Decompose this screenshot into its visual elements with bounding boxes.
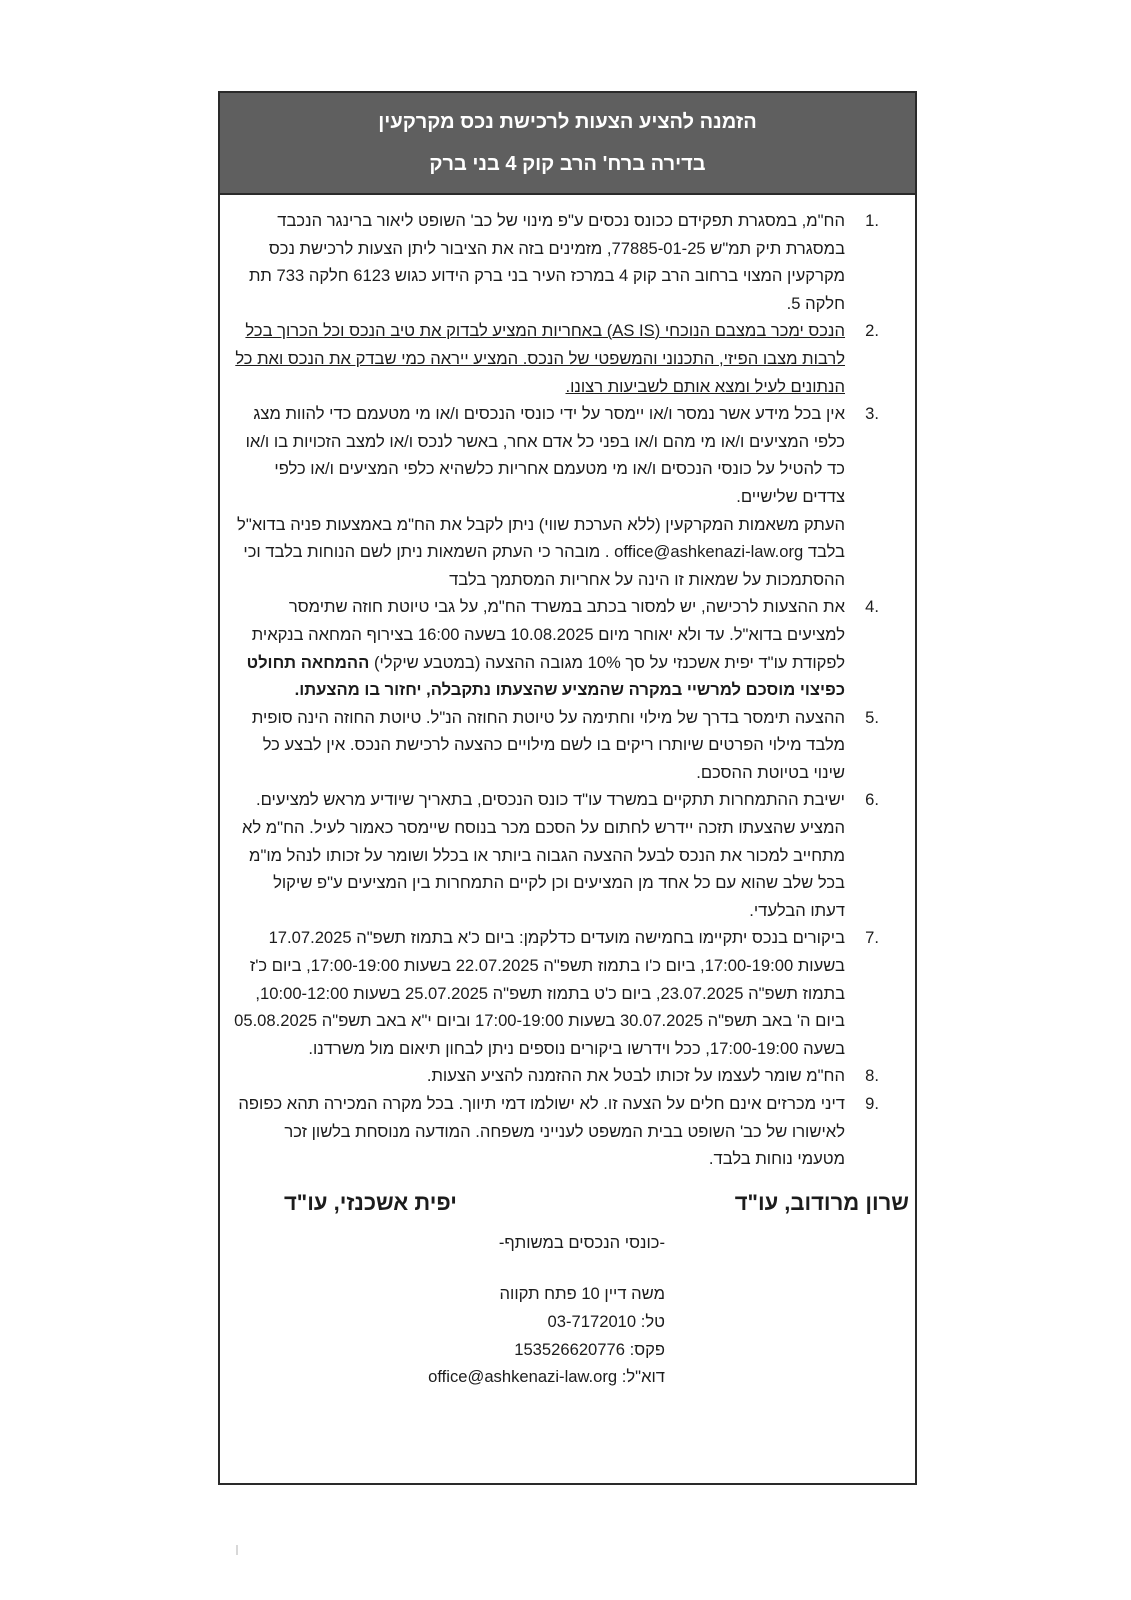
phone-label: טל:: [640, 1311, 665, 1331]
term-item: [234, 400, 879, 593]
phone-number: 03-7172010: [547, 1311, 637, 1331]
term-text: [234, 1090, 845, 1173]
signature-sharon-merodov: שרון מרודוב, עו"ד: [734, 1189, 909, 1215]
fax-line: [234, 1336, 665, 1364]
term-item: [234, 924, 879, 1062]
term-item: [234, 704, 879, 787]
fax-number: 153526620776: [514, 1339, 625, 1359]
term-text: [234, 400, 845, 510]
signatures: [234, 1187, 909, 1229]
term-item: [234, 1062, 879, 1090]
term-item: [234, 207, 879, 317]
term-text-part: את ההצעות לרכישה, יש למסור בכתב במשרד הח"מ, על גבי טיוטת חוזה שתימסר למציעים בדוא"ל. עד ולא יאוחר מיום 10.08.2025 בשעה 16:00 בצירוף המחאה בנקאית לפקודת עו"ד יפית אשכנזי על סך 10% מגובה ההצעה (במטבע שיקלי): [251, 597, 845, 672]
term-number: 8.: [865, 1066, 879, 1086]
term-text-part: ישיבת ההתמחרות תתקיים במשרד עו"ד כונס הנכסים, בתאריך שיודיע מראש למציעים. המציע שהצעתו תזכה יידרש לחתום על הסכם מכר בנוסח שיימסר כאמור לעיל. הח"מ לא מתחייב למכור את הנכס לבעל ההצעה הגבוה ביותר או בכלל ושומר על זכותו לנהל מו"מ בכל שלב שהוא עם כל אחד מן המציעים וכן לקיים התמחרות בין המציעים ע"פ שיקול דעתו הבלעדי.: [241, 790, 845, 920]
notice-title: הזמנה להציע הצעות לרכישת נכס מקרקעין: [378, 111, 757, 134]
phone-line: [234, 1308, 665, 1336]
term-item: [234, 786, 879, 924]
notice-content: [220, 195, 915, 1391]
term-text: [234, 317, 845, 400]
term-text: [234, 704, 845, 787]
term-number: 6.: [865, 790, 879, 810]
notice-header: [220, 93, 915, 195]
term-text: [234, 1062, 845, 1090]
term-number: 9.: [865, 1094, 879, 1113]
term-item: [234, 317, 879, 400]
term-text-part: ההמחאה תחולט כפיצוי מוסכם למרשיי במקרה שהמציע שהצעתו נתקבלה, יחזור בו מהצעתו.: [246, 652, 845, 700]
term-number: 2.: [865, 321, 879, 341]
term-text-part: ביקורים בנכס יתקיימו בחמישה מועדים כדלקמן: ביום כ'א בתמוז תשפ"ה 17.07.2025 בשעות 17:00-19:00, ביום כ'ו בתמוז תשפ"ה 22.07.2025 בשעות 17:00-19:00, ביום כ'ז בתמוז תשפ"ה 23.07.2025, ביום כ'ט בתמוז תשפ"ה 25.07.2025 בשעות 10:00-12:00, ביום ה' באב תשפ"ה 30.07.2025 בשעות 17:00-19:00 וביום י"א באב תשפ"ה 05.08.2025 בשעה 17:00-19:00, ככל וידרשו ביקורים נוספים ניתן לבחון תיאום מול משרדנו.: [234, 928, 845, 1058]
term-number: 1.: [865, 211, 879, 230]
term-extra-note: העתק משאמות המקרקעין (ללא הערכת שווי) ניתן לקבל את הח"מ באמצעות פניה בדוא"ל בלבד office@ashkenazi-law.org . מובהר כי העתק השמאות ניתן לשם הנוחות בלבד וכי ההסתמכות על שמאות זו הינה על אחריות המסתמך בלבד: [237, 514, 845, 589]
email-label: דוא"ל:: [621, 1367, 665, 1387]
signature-yafit-ashkenazi: יפית אשכנזי, עו"ד: [284, 1189, 457, 1215]
term-text-part: אין בכל מידע אשר נמסר ו/או יימסר על ידי כונסי הנכסים ו/או מי מטעמם כדי להוות מצג כלפי המציעים ו/או מי מהם ו/או בפני כל אדם אחר, באשר לנכס ו/או למצב הזכויות בו ו/או כד להטיל על כונסי הנכסים ו/או מי מטעמם אחריות כלשהיא כלפי המציעים ו/או כלפי צדדים שלישיים.: [245, 404, 845, 506]
scan-artifact: [236, 1545, 238, 1555]
term-number: 4.: [865, 597, 879, 617]
term-item: [234, 593, 879, 703]
email-line: [234, 1363, 665, 1391]
term-text: [234, 207, 845, 317]
receivers-role: -כונסי הנכסים במשותף-: [498, 1232, 665, 1252]
term-item: [234, 1090, 879, 1173]
term-text-part: הנכס ימכר במצבם הנוכחי (AS IS) באחריות המציע לבדוק את טיב הנכס וכל הכרוך בכל לרבות מצבו הפיזי, התכנוני והמשפטי של הנכס. המציע ייראה כמי שבדק את הנכס ואת כל הנתונים לעיל ומצא אותם לשביעות רצונו.: [235, 321, 845, 396]
notice-frame: [218, 91, 917, 1485]
term-text-part: הח"מ שומר לעצמו על זכותו לבטל את ההזמנה להציע הצעות.: [426, 1066, 845, 1086]
term-number: 5.: [865, 707, 879, 727]
term-text: [234, 593, 845, 703]
terms-list: [234, 207, 879, 1173]
term-text-part: הח"מ, במסגרת תפקידם ככונס נכסים ע"פ מינוי של כב' השופט ליאור ברינגר הנכבד במסגרת תיק תמ"ש 77885-01-25, מזמינים בזה את הציבור ליתן הצעות לרכישת נכס מקרקעין המצוי ברחוב הרב קוק 4 במרכז העיר בני ברק הידוע כגוש 6123 חלקה 733 תת חלקה 5.: [248, 211, 845, 313]
email-address[interactable]: office@ashkenazi-law.org: [428, 1367, 618, 1387]
term-text-part: דיני מכרזים אינם חלים על הצעה זו. לא ישולמו דמי תיווך. בכל מקרה המכירה תהא כפופה לאישורו של כב' השופט בבית המשפט לענייני משפחה. המודעה מנוסחת בלשון זכר מטעמי נוחות בלבד.: [238, 1094, 845, 1169]
term-text: [234, 924, 845, 1062]
office-address: משה דיין 10 פתח תקווה: [499, 1284, 665, 1304]
notice-subtitle: בדירה ברח' הרב קוק 4 בני ברק: [429, 152, 706, 175]
term-number: 7.: [865, 928, 879, 948]
term-text-part: ההצעה תימסר בדרך של מילוי וחתימה על טיוטת החוזה הנ"ל. טיוטת החוזה הינה סופית מלבד מילוי הפרטים שיותרו ריקים בו לשם מילויים כהצעה לרכישת הנכס. אין לבצע כל שינוי בטיוטת ההסכם.: [251, 707, 845, 782]
term-text: [234, 786, 845, 924]
term-number: 3.: [865, 404, 879, 424]
contact-block: [234, 1229, 665, 1391]
fax-label: פקס:: [629, 1339, 665, 1359]
